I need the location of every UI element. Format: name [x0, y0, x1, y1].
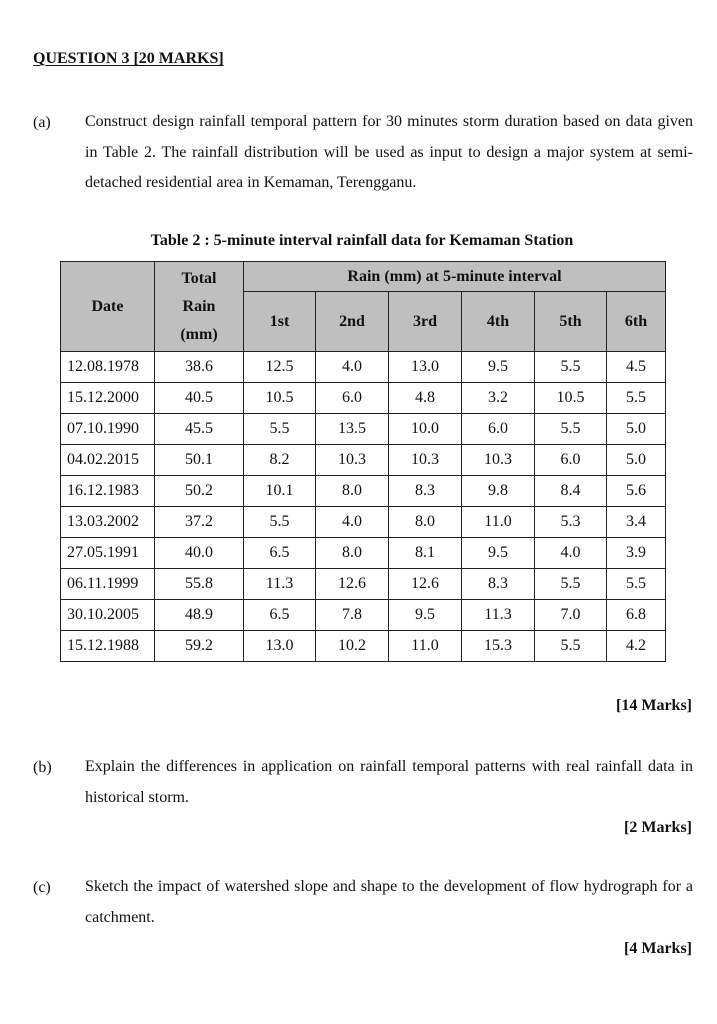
cell-interval-rain: 13.0: [244, 631, 316, 662]
cell-date: 04.02.2015: [61, 445, 155, 476]
cell-interval-rain: 7.0: [535, 600, 607, 631]
cell-interval-rain: 5.5: [535, 569, 607, 600]
table-row: [61, 476, 666, 507]
cell-interval-rain: 4.0: [316, 507, 389, 538]
table-row: [61, 631, 666, 662]
cell-total-rain: 48.9: [155, 600, 244, 631]
cell-date: 06.11.1999: [61, 569, 155, 600]
cell-interval-rain: 8.0: [389, 507, 462, 538]
cell-interval-rain: 8.1: [389, 538, 462, 569]
cell-interval-rain: 6.5: [244, 600, 316, 631]
cell-interval-rain: 7.8: [316, 600, 389, 631]
cell-interval-rain: 5.5: [535, 414, 607, 445]
cell-total-rain: 59.2: [155, 631, 244, 662]
cell-total-rain: 45.5: [155, 414, 244, 445]
cell-interval-rain: 6.0: [316, 383, 389, 414]
cell-interval-rain: 8.2: [244, 445, 316, 476]
cell-interval-rain: 5.5: [607, 569, 666, 600]
cell-date: 07.10.1990: [61, 414, 155, 445]
part-b-label: (b): [33, 759, 52, 776]
part-a-label: (a): [33, 114, 51, 131]
header-interval: 4th: [462, 292, 535, 352]
cell-interval-rain: 12.5: [244, 352, 316, 383]
table-row: [61, 538, 666, 569]
cell-total-rain: 37.2: [155, 507, 244, 538]
table-row: [61, 383, 666, 414]
part-c-label: (c): [33, 879, 51, 896]
header-total-rain: [155, 262, 244, 352]
cell-interval-rain: 11.3: [462, 600, 535, 631]
cell-interval-rain: 10.3: [389, 445, 462, 476]
cell-total-rain: 55.8: [155, 569, 244, 600]
header-date: Date: [61, 262, 155, 352]
part-b-marks: [2 Marks]: [624, 819, 692, 836]
cell-interval-rain: 6.8: [607, 600, 666, 631]
header-interval: 2nd: [316, 292, 389, 352]
cell-interval-rain: 4.5: [607, 352, 666, 383]
header-interval: 6th: [607, 292, 666, 352]
cell-interval-rain: 3.9: [607, 538, 666, 569]
question-heading: QUESTION 3 [20 MARKS]: [33, 50, 224, 67]
cell-interval-rain: 11.3: [244, 569, 316, 600]
table-row: [61, 600, 666, 631]
cell-interval-rain: 8.0: [316, 476, 389, 507]
table-body: [61, 352, 666, 662]
cell-interval-rain: 5.0: [607, 414, 666, 445]
cell-interval-rain: 6.0: [462, 414, 535, 445]
cell-date: 27.05.1991: [61, 538, 155, 569]
cell-interval-rain: 8.3: [389, 476, 462, 507]
cell-interval-rain: 9.5: [462, 538, 535, 569]
header-total-line3: (mm): [180, 325, 218, 343]
header-interval: 3rd: [389, 292, 462, 352]
part-a-text: Construct design rainfall temporal pattern for 30 minutes storm duration based on data given in Table 2. The rainfall distribution will be used as input to design a major system at semi-detached residential area in Kemaman, Terengganu.: [85, 113, 693, 191]
cell-interval-rain: 10.5: [244, 383, 316, 414]
cell-total-rain: 40.5: [155, 383, 244, 414]
table-row: [61, 507, 666, 538]
cell-date: 15.12.1988: [61, 631, 155, 662]
cell-interval-rain: 6.5: [244, 538, 316, 569]
header-interval: 1st: [244, 292, 316, 352]
cell-interval-rain: 10.1: [244, 476, 316, 507]
cell-interval-rain: 3.2: [462, 383, 535, 414]
cell-interval-rain: 8.4: [535, 476, 607, 507]
cell-interval-rain: 5.5: [535, 352, 607, 383]
cell-interval-rain: 12.6: [389, 569, 462, 600]
cell-interval-rain: 11.0: [389, 631, 462, 662]
cell-interval-rain: 3.4: [607, 507, 666, 538]
cell-interval-rain: 8.3: [462, 569, 535, 600]
table-row: [61, 352, 666, 383]
cell-interval-rain: 5.0: [607, 445, 666, 476]
cell-interval-rain: 12.6: [316, 569, 389, 600]
header-total-line2: Rain: [182, 297, 216, 315]
cell-date: 15.12.2000: [61, 383, 155, 414]
table-row: [61, 569, 666, 600]
cell-interval-rain: 13.0: [389, 352, 462, 383]
cell-interval-rain: 4.0: [316, 352, 389, 383]
cell-interval-rain: 10.0: [389, 414, 462, 445]
cell-interval-rain: 15.3: [462, 631, 535, 662]
cell-total-rain: 40.0: [155, 538, 244, 569]
cell-interval-rain: 10.2: [316, 631, 389, 662]
part-c-marks: [4 Marks]: [624, 940, 692, 957]
cell-date: 30.10.2005: [61, 600, 155, 631]
cell-interval-rain: 5.5: [535, 631, 607, 662]
cell-date: 13.03.2002: [61, 507, 155, 538]
cell-interval-rain: 5.6: [607, 476, 666, 507]
cell-interval-rain: 8.0: [316, 538, 389, 569]
cell-interval-rain: 10.5: [535, 383, 607, 414]
header-total-line1: Total: [181, 269, 217, 287]
part-b-text: Explain the differences in application on rainfall temporal patterns with real rainfall data in historical storm.: [85, 758, 693, 806]
cell-interval-rain: 5.5: [244, 507, 316, 538]
part-a-marks: [14 Marks]: [616, 697, 692, 714]
cell-interval-rain: 4.0: [535, 538, 607, 569]
cell-interval-rain: 9.5: [389, 600, 462, 631]
cell-interval-rain: 4.2: [607, 631, 666, 662]
cell-interval-rain: 4.8: [389, 383, 462, 414]
part-c-text: Sketch the impact of watershed slope and shape to the development of flow hydrograph for a catchment.: [85, 878, 693, 926]
cell-total-rain: 38.6: [155, 352, 244, 383]
table-caption: Table 2 : 5-minute interval rainfall data for Kemaman Station: [150, 232, 574, 249]
cell-interval-rain: 13.5: [316, 414, 389, 445]
cell-total-rain: 50.2: [155, 476, 244, 507]
cell-total-rain: 50.1: [155, 445, 244, 476]
cell-interval-rain: 9.8: [462, 476, 535, 507]
cell-interval-rain: 9.5: [462, 352, 535, 383]
header-interval-group: Rain (mm) at 5-minute interval: [244, 262, 666, 292]
cell-interval-rain: 5.5: [244, 414, 316, 445]
rainfall-table: [60, 261, 666, 662]
cell-interval-rain: 10.3: [316, 445, 389, 476]
cell-interval-rain: 11.0: [462, 507, 535, 538]
cell-interval-rain: 10.3: [462, 445, 535, 476]
table-row: [61, 445, 666, 476]
cell-interval-rain: 5.5: [607, 383, 666, 414]
cell-date: 16.12.1983: [61, 476, 155, 507]
cell-date: 12.08.1978: [61, 352, 155, 383]
cell-interval-rain: 6.0: [535, 445, 607, 476]
cell-interval-rain: 5.3: [535, 507, 607, 538]
table-row: [61, 414, 666, 445]
header-interval: 5th: [535, 292, 607, 352]
